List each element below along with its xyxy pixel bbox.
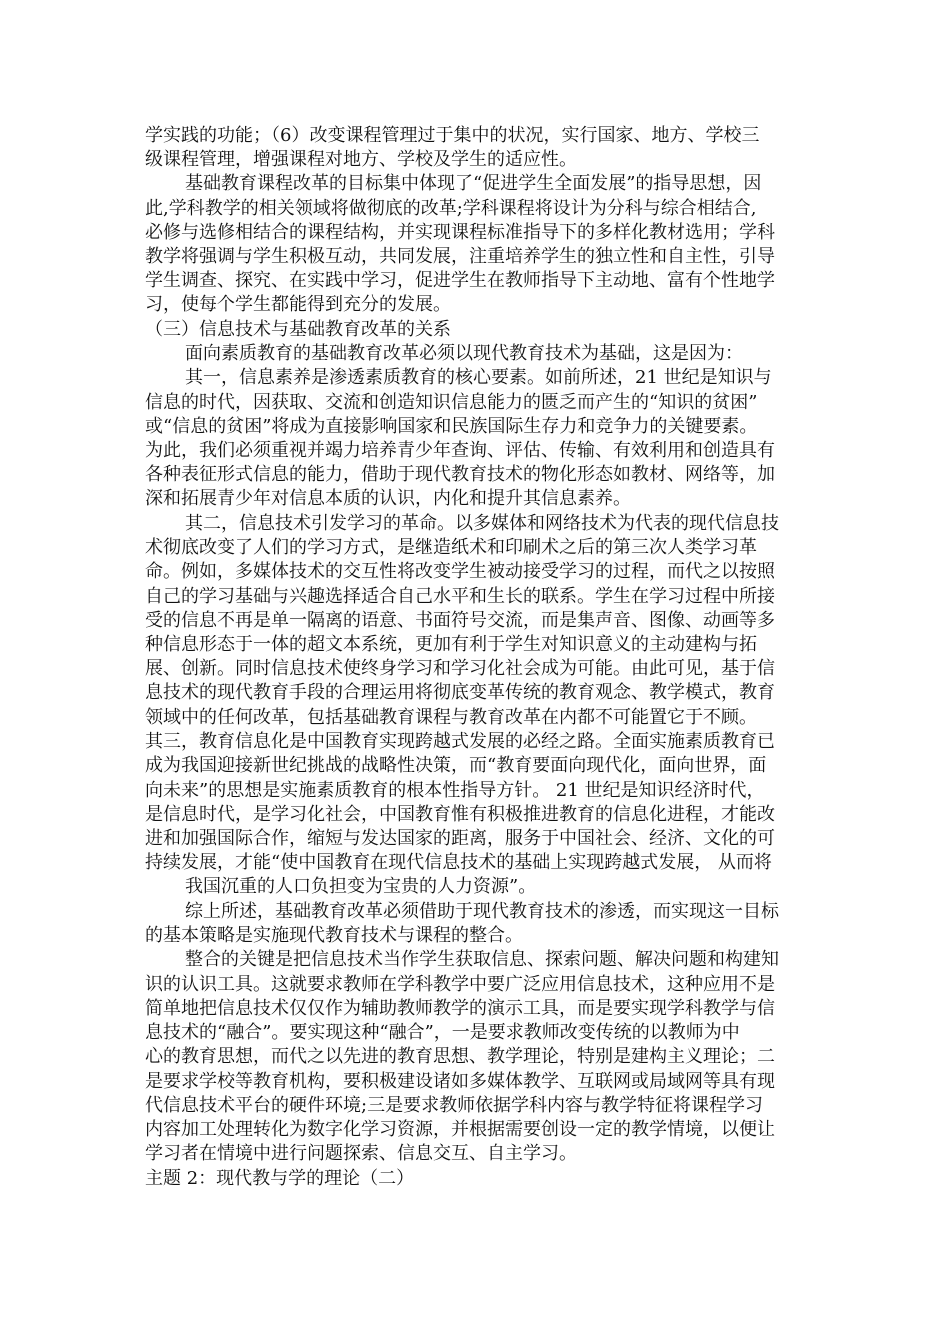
- text-line: 心的教育思想，而代之以先进的教育思想、教学理论，特别是建构主义理论；二: [145, 1046, 775, 1067]
- text-line: 我国沉重的人口负担变为宝贵的人力资源”。: [185, 876, 537, 897]
- text-line: 信息的时代，因获取、交流和创造知识信息能力的匮乏而产生的“知识的贫困”: [145, 392, 758, 413]
- text-line: 成为我国迎接新世纪挑战的战略性决策，而“教育要面向现代化，面向世界，面: [145, 755, 767, 776]
- text-line: 代信息技术平台的硬件环境;三是要求教师依据学科内容与教学特征将课程学习: [145, 1095, 764, 1116]
- text-line: 深和拓展青少年对信息本质的认识，内化和提升其信息素养。: [145, 488, 631, 509]
- text-line: 各种表征形式信息的能力，借助于现代教育技术的物化形态如教材、网络等，加: [145, 464, 775, 485]
- text-line: 持续发展，才能“使中国教育在现代信息技术的基础上实现跨越式发展， 从而将: [145, 852, 772, 873]
- text-line: 展、创新。同时信息技术使终身学习和学习化社会成为可能。由此可见，基于信: [145, 658, 775, 679]
- text-line: 基础教育课程改革的目标集中体现了“促进学生全面发展”的指导思想，因: [185, 173, 762, 194]
- text-line: 术彻底改变了人们的学习方式，是继造纸术和印刷术之后的第三次人类学习革: [145, 537, 757, 558]
- text-line: 其三，教育信息化是中国教育实现跨越式发展的必经之路。全面实施素质教育已: [145, 731, 775, 752]
- text-line: 受的信息不再是单一隔离的语意、书面符号交流，而是集声音、图像、动画等多: [145, 610, 775, 631]
- text-line: 息技术的“融合”。要实现这种“融合”，一是要求教师改变传统的以教师为中: [145, 1022, 740, 1043]
- text-line: 习，使每个学生都能得到充分的发展。: [145, 294, 451, 315]
- text-line: 为此，我们必须重视并竭力培养青少年查询、评估、传输、有效利用和创造具有: [145, 440, 775, 461]
- text-line: 自己的学习基础与兴趣选择适合自己水平和生长的联系。学生在学习过程中所接: [145, 586, 775, 607]
- text-line: 其一，信息素养是渗透素质教育的核心要素。如前所述，21 世纪是知识与: [185, 367, 772, 388]
- text-line: 是要求学校等教育机构，要积极建设诸如多媒体教学、互联网或局域网等具有现: [145, 1071, 775, 1092]
- text-line: 命。例如，多媒体技术的交互性将改变学生被动接受学习的过程，而代之以按照: [145, 561, 775, 582]
- text-line: 学生调查、探究、在实践中学习，促进学生在教师指导下主动地、富有个性地学: [145, 270, 775, 291]
- text-line: 简单地把信息技术仅仅作为辅助教师教学的演示工具，而是要实现学科教学与信: [145, 998, 775, 1019]
- text-line: 级课程管理，增强课程对地方、学校及学生的适应性。: [145, 149, 577, 170]
- text-line: 识的认识工具。这就要求教师在学科教学中要广泛应用信息技术，这种应用不是: [145, 974, 775, 995]
- text-line: 学习者在情境中进行问题探索、信息交互、自主学习。: [145, 1143, 577, 1164]
- text-line: 学实践的功能；（6）改变课程管理过于集中的状况，实行国家、地方、学校三: [145, 125, 760, 146]
- text-line: 领域中的任何改革，包括基础教育课程与教育改革在内都不可能置它于不顾。: [145, 707, 757, 728]
- text-line: 主题 2：现代教与学的理论（二）: [145, 1168, 415, 1189]
- text-line: 面向素质教育的基础教育改革必须以现代教育技术为基础，这是因为：: [185, 343, 743, 364]
- text-line: 息技术的现代教育手段的合理运用将彻底变革传统的教育观念、教学模式，教育: [145, 682, 775, 703]
- text-line: 是信息时代，是学习化社会，中国教育惟有积极推进教育的信息化进程，才能改: [145, 804, 775, 825]
- text-line: 整合的关键是把信息技术当作学生获取信息、探索问题、解决问题和构建知: [185, 949, 779, 970]
- text-line: 必修与选修相结合的课程结构，并实现课程标准指导下的多样化教材选用；学科: [145, 222, 775, 243]
- text-line: 进和加强国际合作，缩短与发达国家的距离，服务于中国社会、经济、文化的可: [145, 828, 775, 849]
- text-line: 综上所述，基础教育改革必须借助于现代教育技术的渗透，而实现这一目标: [185, 901, 779, 922]
- text-line: 向未来”的思想是实施素质教育的根本性指导方针。 21 世纪是知识经济时代，: [145, 780, 765, 801]
- text-line: （三）信息技术与基础教育改革的关系: [145, 319, 451, 340]
- text-line: 教学将强调与学生积极互动，共同发展，注重培养学生的独立性和自主性，引导: [145, 246, 775, 267]
- text-line: 种信息形态于一体的超文本系统，更加有利于学生对知识意义的主动建构与拓: [145, 634, 757, 655]
- text-line: 的基本策略是实施现代教育技术与课程的整合。: [145, 925, 523, 946]
- text-line: 内容加工处理转化为数字化学习资源，并根据需要创设一定的教学情境，以便让: [145, 1119, 775, 1140]
- text-line: 其二，信息技术引发学习的革命。以多媒体和网络技术为代表的现代信息技: [185, 513, 779, 534]
- text-line: 或“信息的贫困”将成为直接影响国家和民族国际生存力和竞争力的关键要素。: [145, 416, 758, 437]
- text-line: 此,学科教学的相关领域将做彻底的改革;学科课程将设计为分科与综合相结合,: [145, 198, 757, 219]
